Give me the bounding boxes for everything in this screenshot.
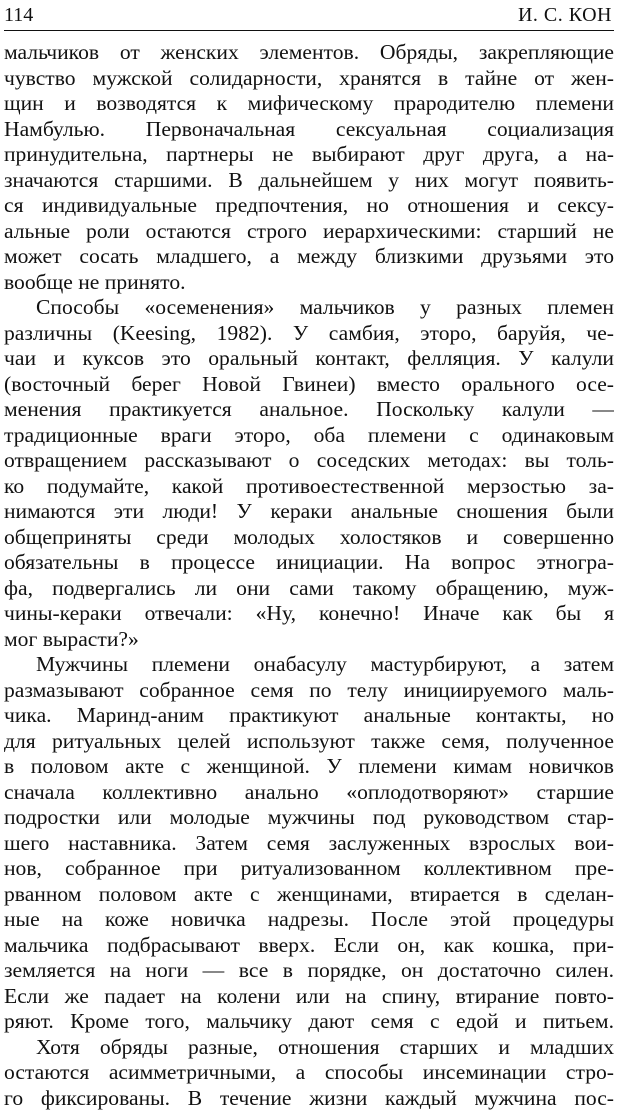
text-line: (восточный берег Новой Гвинеи) вместо орального осе- bbox=[4, 372, 614, 398]
text-line: ные на коже новичка надрезы. После этой процедуры bbox=[4, 907, 614, 933]
text-line: обязательны в процессе инициации. На вопрос этногра- bbox=[4, 550, 614, 576]
text-line: рванном половом акте с женщинами, втирается в сделан- bbox=[4, 882, 614, 908]
text-line: Мужчины племени онабасулу мастурбируют, а затем bbox=[4, 652, 614, 678]
text-line: менения практикуется анальное. Поскольку калули — bbox=[4, 397, 614, 423]
text-line: может сосать младшего, а между близкими друзьями это bbox=[4, 244, 614, 270]
text-line: го фиксированы. В течение жизни каждый мужчина пос- bbox=[4, 1086, 614, 1111]
text-line: чувство мужской солидарности, хранятся в тайне от жен- bbox=[4, 66, 614, 92]
text-line: фа, подвергались ли они сами такому обращению, муж- bbox=[4, 576, 614, 602]
text-line: альные роли остаются строго иерархическими: старший не bbox=[4, 219, 614, 245]
text-line: традиционные враги эторо, оба племени с одинаковым bbox=[4, 423, 614, 449]
text-line: подростки или молодые мужчины под руководством стар- bbox=[4, 805, 614, 831]
text-line: для ритуальных целей используют также семя, полученное bbox=[4, 729, 614, 755]
text-line: чика. Маринд-аним практикуют анальные контакты, но bbox=[4, 703, 614, 729]
text-line: чаи и куксов это оральный контакт, фелляция. У калули bbox=[4, 346, 614, 372]
text-line: нимаются эти люди! У кераки анальные сношения были bbox=[4, 499, 614, 525]
text-line: мальчика подбрасывают вверх. Если он, как кошка, при- bbox=[4, 933, 614, 959]
text-line: щин и возводятся к мифическому прародителю племени bbox=[4, 91, 614, 117]
text-line: нов, собранное при ритуализованном коллективном пре- bbox=[4, 856, 614, 882]
text-line: различны (Keesing, 1982). У самбия, эторо, баруйя, че- bbox=[4, 321, 614, 347]
text-line: ко подумайте, какой противоестественной мерзостью за- bbox=[4, 474, 614, 500]
text-line: ся индивидуальные предпочтения, но отношения и сексу- bbox=[4, 193, 614, 219]
text-line: Намбулью. Первоначальная сексуальная социализация bbox=[4, 117, 614, 143]
page-number: 114 bbox=[4, 3, 33, 27]
body-text bbox=[4, 40, 614, 1111]
text-line: в половом акте с женщиной. У племени кимам новичков bbox=[4, 754, 614, 780]
text-line: шего наставника. Затем семя заслуженных взрослых вои- bbox=[4, 831, 614, 857]
text-line: принудительна, партнеры не выбирают друг друга, а на- bbox=[4, 142, 614, 168]
text-line: мальчиков от женских элементов. Обряды, закрепляющие bbox=[4, 40, 614, 66]
text-line: Способы «осеменения» мальчиков у разных племен bbox=[4, 295, 614, 321]
text-line: ряют. Кроме того, мальчику дают семя с едой и питьем. bbox=[4, 1009, 614, 1035]
text-line: отвращением рассказывают о соседских методах: вы толь- bbox=[4, 448, 614, 474]
text-line: вообще не принято. bbox=[4, 270, 614, 296]
text-line: земляется на ноги — все в порядке, он достаточно силен. bbox=[4, 958, 614, 984]
text-line: размазывают собранное семя по телу инициируемого маль- bbox=[4, 678, 614, 704]
text-line: чины-кераки отвечали: «Ну, конечно! Иначе как бы я bbox=[4, 601, 614, 627]
text-line: значаются старшими. В дальнейшем у них могут появить- bbox=[4, 168, 614, 194]
text-line: остаются асимметричными, а способы инсеминации стро- bbox=[4, 1060, 614, 1086]
page-header bbox=[4, 0, 614, 31]
text-line: сначала коллективно анально «оплодотворяют» старшие bbox=[4, 780, 614, 806]
text-line: Если же падает на колени или на спину, втирание повто- bbox=[4, 984, 614, 1010]
text-line: Хотя обряды разные, отношения старших и младших bbox=[4, 1035, 614, 1061]
text-line: общеприняты среди молодых холостяков и совершенно bbox=[4, 525, 614, 551]
running-head: И. С. КОН bbox=[518, 3, 612, 27]
text-line: мог вырасти?» bbox=[4, 627, 614, 653]
